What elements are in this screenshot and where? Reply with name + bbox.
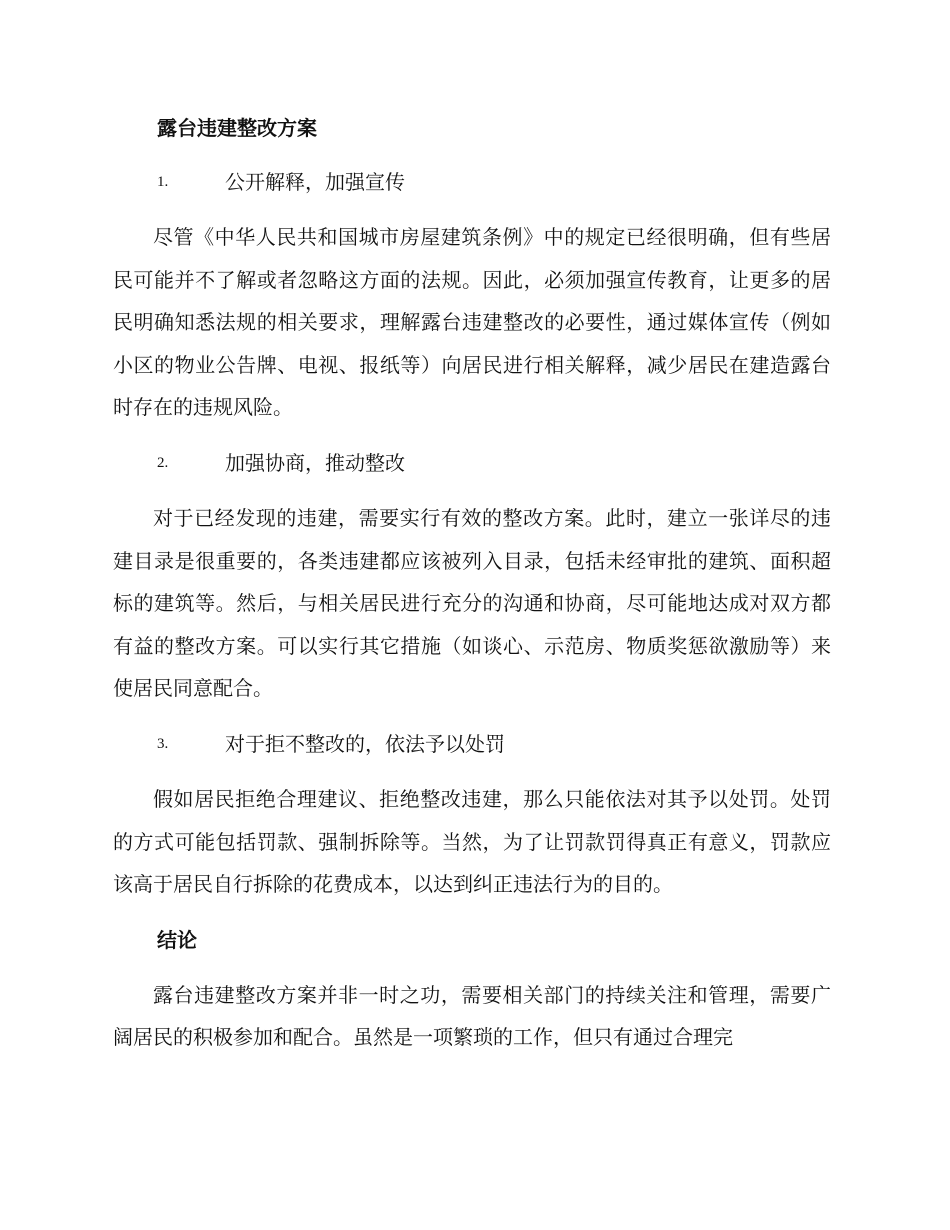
section-1-heading: [113, 162, 831, 202]
conclusion-paragraph: 露台违建整改方案并非一时之功，需要相关部门的持续关注和管理，需要广阔居民的积极参加和配合。虽然是一项繁琐的工作，但只有通过合理完: [113, 982, 831, 1050]
section-2-number: 2.: [157, 454, 169, 471]
section-1-label: 公开解释，加强宣传: [225, 170, 405, 194]
section-3-number: 3.: [157, 735, 169, 752]
section-2-label: 加强协商，推动整改: [225, 450, 405, 475]
document-page: [113, 108, 831, 1073]
conclusion-heading: 结论: [157, 927, 197, 952]
document-title: 露台违建整改方案: [157, 116, 317, 140]
section-2-paragraph: 对于已经发现的违建，需要实行有效的整改方案。此时，建立一张详尽的违建目录是很重要的，各类违建都应该被列入目录，包括未经审批的建筑、面积超标的建筑等。然后，与相关居民进行充分的沟通和协商，尽可能地达成对双方都有益的整改方案。可以实行其它措施（如谈心、示范房、物质奖惩欲激励等）来使居民同意配合。: [113, 505, 831, 701]
section-2-heading: [113, 443, 831, 483]
section-3-paragraph: 假如居民拒绝合理建议、拒绝整改违建，那么只能依法对其予以处罚。处罚的方式可能包括罚款、强制拆除等。当然，为了让罚款罚得真正有意义，罚款应该高于居民自行拆除的花费成本，以达到纠正违法行为的目的。: [113, 786, 831, 897]
section-1-number: 1.: [157, 174, 169, 190]
section-3-heading: [113, 724, 831, 764]
section-3-label: 对于拒不整改的，依法予以处罚: [225, 731, 505, 756]
section-1-paragraph: 尽管《中华人民共和国城市房屋建筑条例》中的规定已经很明确，但有些居民可能并不了解或者忽略这方面的法规。因此，必须加强宣传教育，让更多的居民明确知悉法规的相关要求，理解露台违建整改的必要性，通过媒体宣传（例如小区的物业公告牌、电视、报纸等）向居民进行相关解释，减少居民在建造露台时存在的违规风险。: [113, 225, 831, 420]
